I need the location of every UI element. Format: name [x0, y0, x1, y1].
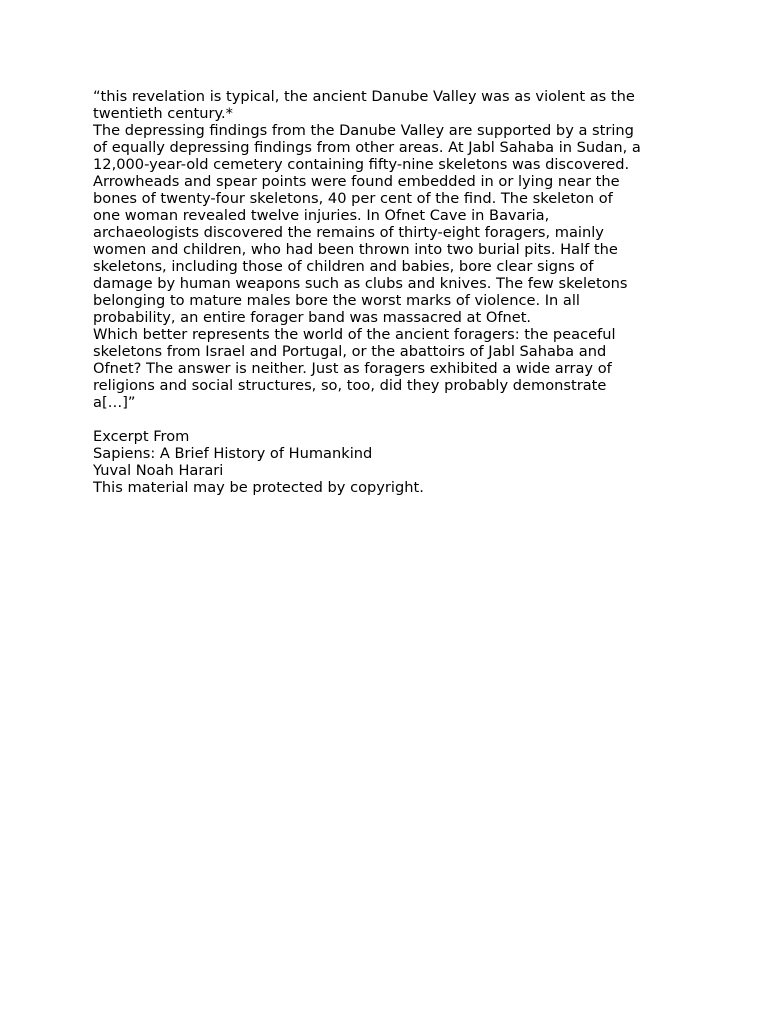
paragraph-spacer: [93, 411, 693, 428]
citation-label: Excerpt From: [93, 428, 190, 445]
document-body: [93, 88, 693, 496]
excerpt-paragraph-3: Which better represents the world of the ancient foragers: the peaceful skeletons from Israel and Portugal, or the abattoirs of Jabl Sahaba and Ofnet? The answer is neither. Just as foragers exhibited a wide array of religions and social structures, so, too, did they probably demonstrate a[…]”: [93, 326, 616, 411]
copyright-notice: This material may be protected by copyright.: [93, 479, 424, 496]
book-title: Sapiens: A Brief History of Humankind: [93, 445, 373, 462]
book-author: Yuval Noah Harari: [93, 462, 224, 479]
citation-block: [93, 428, 693, 496]
excerpt-paragraph-2: The depressing findings from the Danube Valley are supported by a string of equally depressing findings from other areas. At Jabl Sahaba in Sudan, a 12,000-year-old cemetery containing fifty-nine skeletons was discovered. Arrowheads and spear points were found embedded in or lying near the bones of twenty-four skeletons, 40 per cent of the find. The skeleton of one woman revealed twelve injuries. In Ofnet Cave in Bavaria, archaeologists discovered the remains of thirty-eight foragers, mainly women and children, who had been thrown into two burial pits. Half the skeletons, including those of children and babies, bore clear signs of damage by human weapons such as clubs and knives. The few skeletons belonging to mature males bore the worst marks of violence. In all probability, an entire forager band was massacred at Ofnet.: [93, 122, 641, 326]
excerpt-paragraph-1: “this revelation is typical, the ancient Danube Valley was as violent as the twentieth century.*: [93, 88, 635, 122]
